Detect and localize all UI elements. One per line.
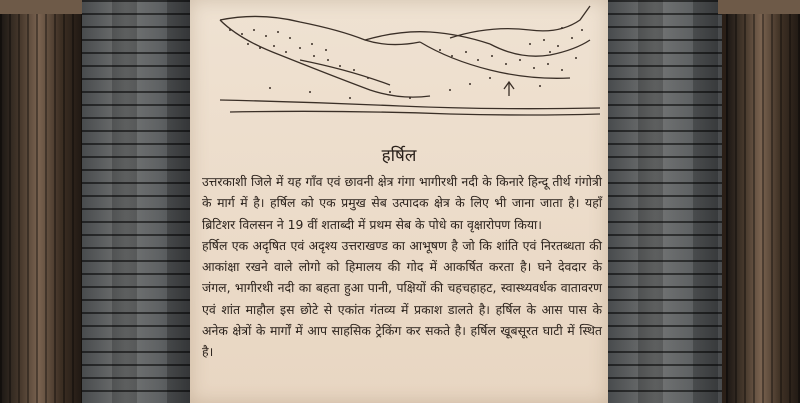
sign-paragraph-2: हर्षिल एक अदृषित एवं अदृश्य उत्तराखण्ड का आभूषण है जो कि शांति एवं निरतब्धता की आकांक्षा रखने वाले लोगो को हिमालय की गोद में आकर्षित करता है। घने देवदार के जंगल, भागीरथी नदी का बहता हुआ पानी, पक्षियों की चहचहाहट, स्वास्थ्यवर्धक वातावरण एवं शांत माहौल इस छोटे से एकांत गंतव्य में प्रकाश डालते है। हर्षिल के आस पास के अनेक क्षेत्रों के मार्गों में आप साहसिक ट्रेकिंग कर सकते है। हर्षिल खूबसूरत घाटी में स्थित है। — [202, 237, 602, 360]
sign-title: हर्षिल — [381, 146, 417, 166]
sign-description — [202, 171, 602, 363]
stone-wall-right — [608, 0, 726, 403]
information-board — [190, 0, 608, 403]
pillar-cap-left — [0, 0, 90, 14]
mountain-valley-illustration — [190, 0, 608, 125]
sign-paragraph-1: उत्तरकाशी जिले में यह गाँव एवं छावनी क्षेत्र गंगा भागीरथी नदी के किनारे हिन्दू तीर्थ गंगोत्री के मार्ग में है। हर्षिल को एक प्रमुख सेब उत्पादक क्षेत्र के लिए भी जाना जाता है। यहाँ ब्रिटिशर विलसन ने 19 वीं शताब्दी में प्रथम सेब के पोधे का वृक्षारोपण किया। — [202, 174, 602, 232]
pillar-cap-right — [718, 0, 800, 14]
wooden-pillar-right — [722, 0, 800, 403]
stone-wall-left — [82, 0, 192, 403]
wooden-pillar-left — [0, 0, 90, 403]
